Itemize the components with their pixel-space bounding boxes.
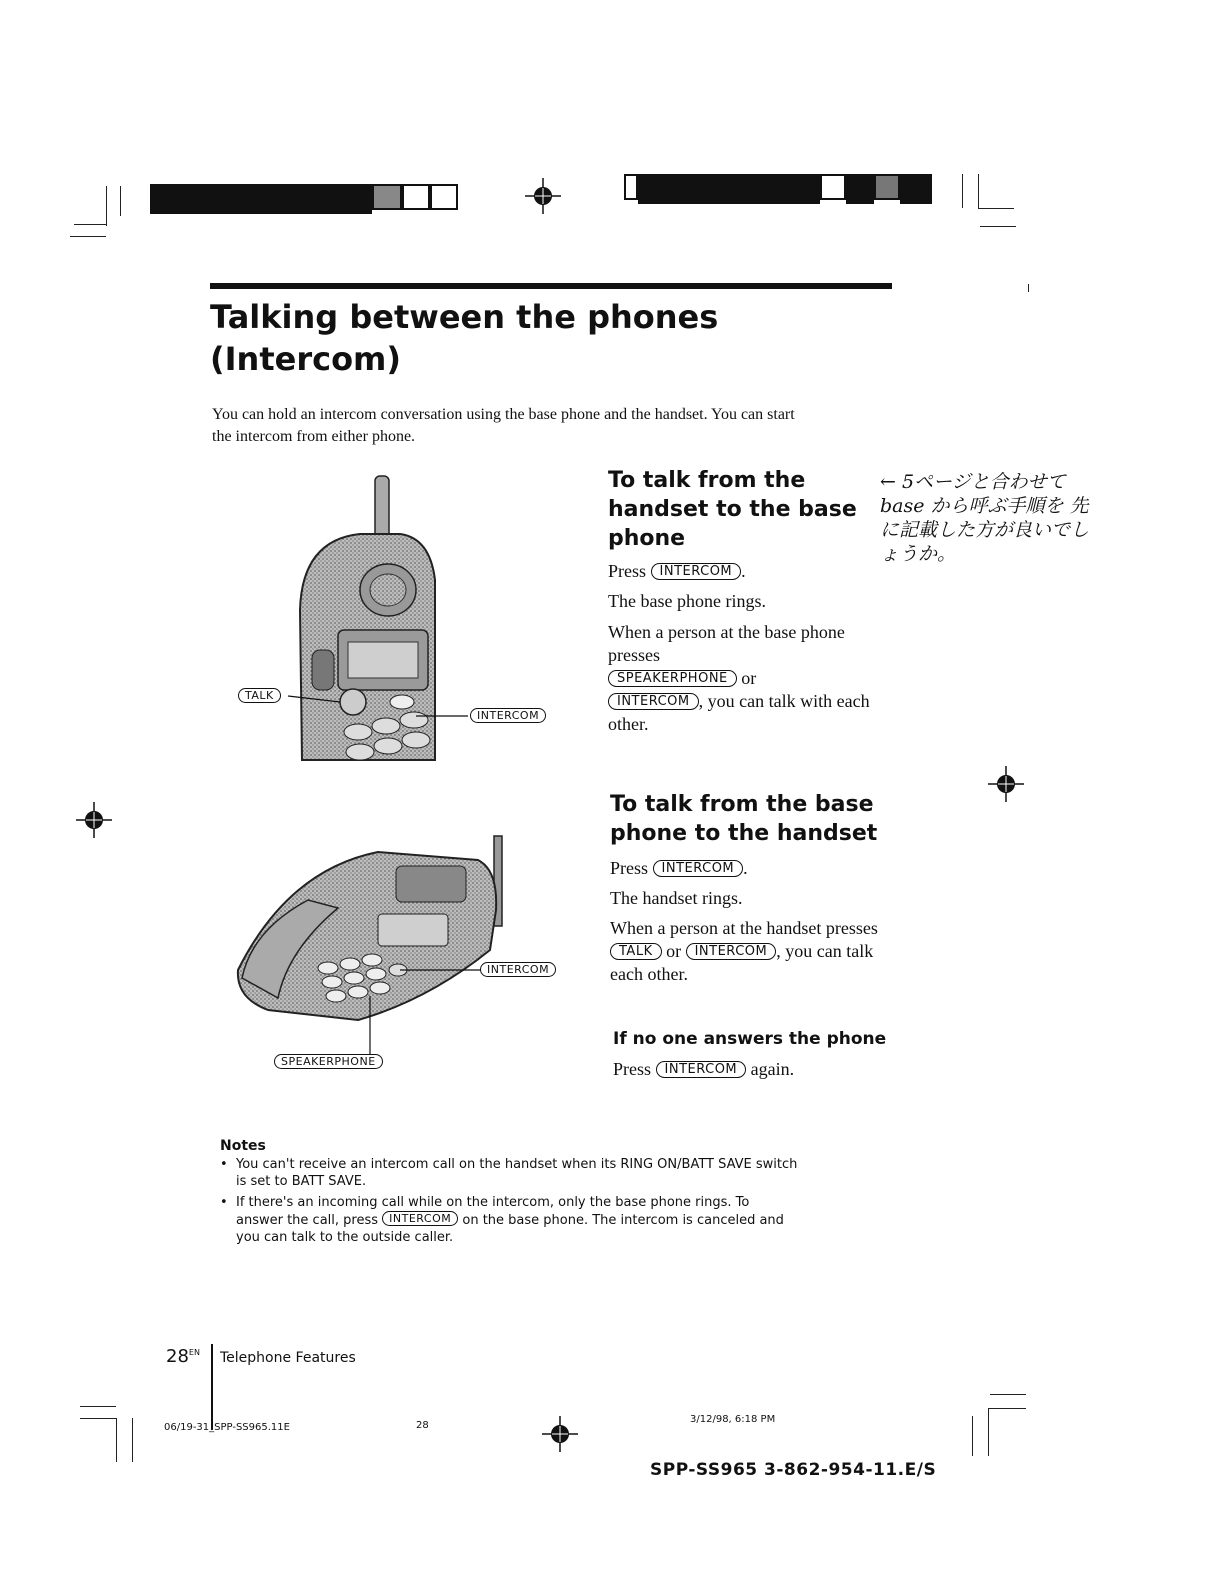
registration-target-icon [542,1416,578,1452]
slug-file: 06/19-31_SPP-SS965.11E [164,1422,290,1433]
base-to-handset-when: When a person at the handset presses TALK or INTERCOM , you can talk each other. [610,918,878,984]
handset-illustration [230,470,580,770]
base-to-handset-press: Press INTERCOM . [610,858,748,878]
base-to-handset-rings: The handset rings. [610,888,743,908]
intercom-key-label: INTERCOM [470,708,546,723]
handset-to-base-press: Press INTERCOM . [608,561,746,581]
talk-key-label: TALK [238,688,281,703]
note-item: • If there's an incoming call while on the intercom, only the base phone rings. To answer the call, press INTERCOM on the base phone. The intercom is canceled and you can talk to the outside caller. [220,1195,784,1245]
no-answer-press: Press INTERCOM again. [613,1059,795,1079]
intercom-key-label: INTERCOM [480,962,556,977]
registration-target-icon [525,178,561,214]
intro-paragraph: You can hold an intercom conversation using the base phone and the handset. You can start the intercom from either phone. [212,406,795,445]
page-title-line1: Talking between the phones [210,298,719,336]
registration-target-icon [76,802,112,838]
model-number: SPP-SS965 3-862-954-11.E/S [650,1460,937,1480]
page-number: $28^{EN}$ [166,1346,200,1367]
slug-page: 28 [416,1420,429,1431]
handset-to-base-when: When a person at the base phone presses SPEAKERPHONE or INTERCOM , you can talk with each other. [608,622,870,734]
slug-date: 3/12/98, 6:18 PM [690,1414,776,1425]
speakerphone-key: SPEAKERPHONE [608,670,737,687]
base-phone-figure [228,830,588,1080]
intercom-key: INTERCOM [653,860,744,877]
section-heading-handset-to-base: To talk from the handset to the base phone [608,468,857,551]
page-title [210,296,718,380]
base-phone-illustration [228,830,588,1080]
talk-key: TALK [610,943,662,960]
page-title-line2: (Intercom) [210,340,402,378]
section-heading-base-to-handset: To talk from the base phone to the handset [610,792,878,846]
notes-list [220,1156,800,1250]
notes-heading: Notes [220,1138,266,1154]
handset-to-base-rings: The base phone rings. [608,591,766,611]
registration-target-icon [988,766,1024,802]
intercom-key: INTERCOM [656,1061,747,1078]
handwritten-annotation: ← 5ページと合わせて base から呼ぶ手順を 先に記載した方が良いでしょうか。 [880,471,1090,565]
note-item: • You can't receive an intercom call on the handset when its RING ON/BATT SAVE switch is set to BATT SAVE. [220,1157,798,1189]
intercom-key: INTERCOM [651,563,742,580]
intercom-key: INTERCOM [382,1211,458,1226]
intercom-key: INTERCOM [686,943,777,960]
intercom-key: INTERCOM [608,693,699,710]
footer-divider [211,1344,213,1430]
handset-figure [230,470,580,770]
speakerphone-key-label: SPEAKERPHONE [274,1054,383,1069]
title-rule [210,283,892,289]
footer-section-title: Telephone Features [220,1350,356,1366]
no-answer-heading: If no one answers the phone [613,1029,887,1049]
